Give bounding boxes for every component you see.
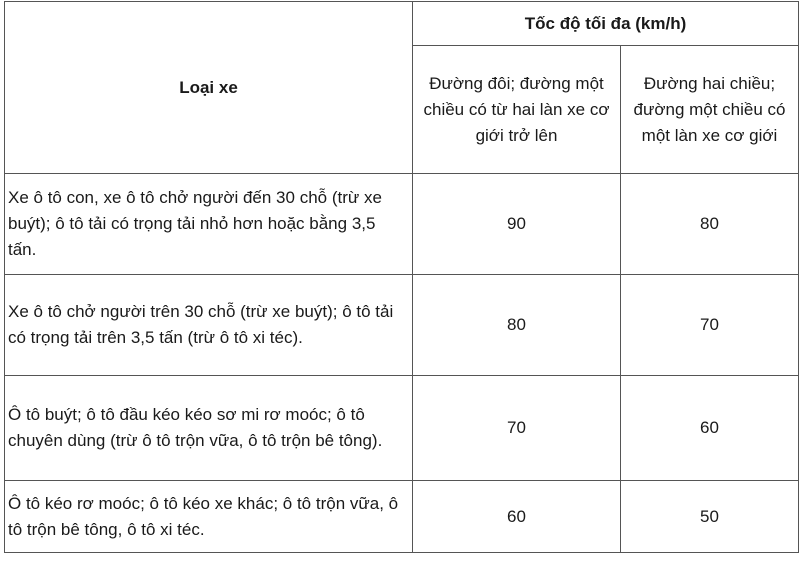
divided-speed-cell: 70 <box>413 376 621 481</box>
divided-speed-cell: 80 <box>413 275 621 376</box>
divided-road-header: Đường đôi; đường một chiều có từ hai làn xe cơ giới trở lên <box>413 46 621 174</box>
table-row <box>5 376 799 481</box>
two-way-road-header: Đường hai chiều; đường một chiều có một làn xe cơ giới <box>621 46 799 174</box>
table-row <box>5 481 799 553</box>
header-row-top <box>5 2 799 46</box>
vehicle-type-cell: Ô tô buýt; ô tô đầu kéo kéo sơ mi rơ moóc; ô tô chuyên dùng (trừ ô tô trộn vữa, ô tô trộn bê tông). <box>5 376 413 481</box>
vehicle-type-header: Loại xe <box>5 2 413 174</box>
divided-speed-cell: 60 <box>413 481 621 553</box>
speed-limit-table <box>4 1 799 553</box>
vehicle-type-cell: Xe ô tô chở người trên 30 chỗ (trừ xe buýt); ô tô tải có trọng tải trên 3,5 tấn (trừ ô tô xi téc). <box>5 275 413 376</box>
two-way-speed-cell: 80 <box>621 174 799 275</box>
table-row <box>5 174 799 275</box>
divided-speed-cell: 90 <box>413 174 621 275</box>
two-way-speed-cell: 50 <box>621 481 799 553</box>
vehicle-type-cell: Ô tô kéo rơ moóc; ô tô kéo xe khác; ô tô trộn vữa, ô tô trộn bê tông, ô tô xi téc. <box>5 481 413 553</box>
max-speed-header: Tốc độ tối đa (km/h) <box>413 2 799 46</box>
vehicle-type-cell: Xe ô tô con, xe ô tô chở người đến 30 chỗ (trừ xe buýt); ô tô tải có trọng tải nhỏ hơn hoặc bằng 3,5 tấn. <box>5 174 413 275</box>
table-row <box>5 275 799 376</box>
two-way-speed-cell: 70 <box>621 275 799 376</box>
two-way-speed-cell: 60 <box>621 376 799 481</box>
